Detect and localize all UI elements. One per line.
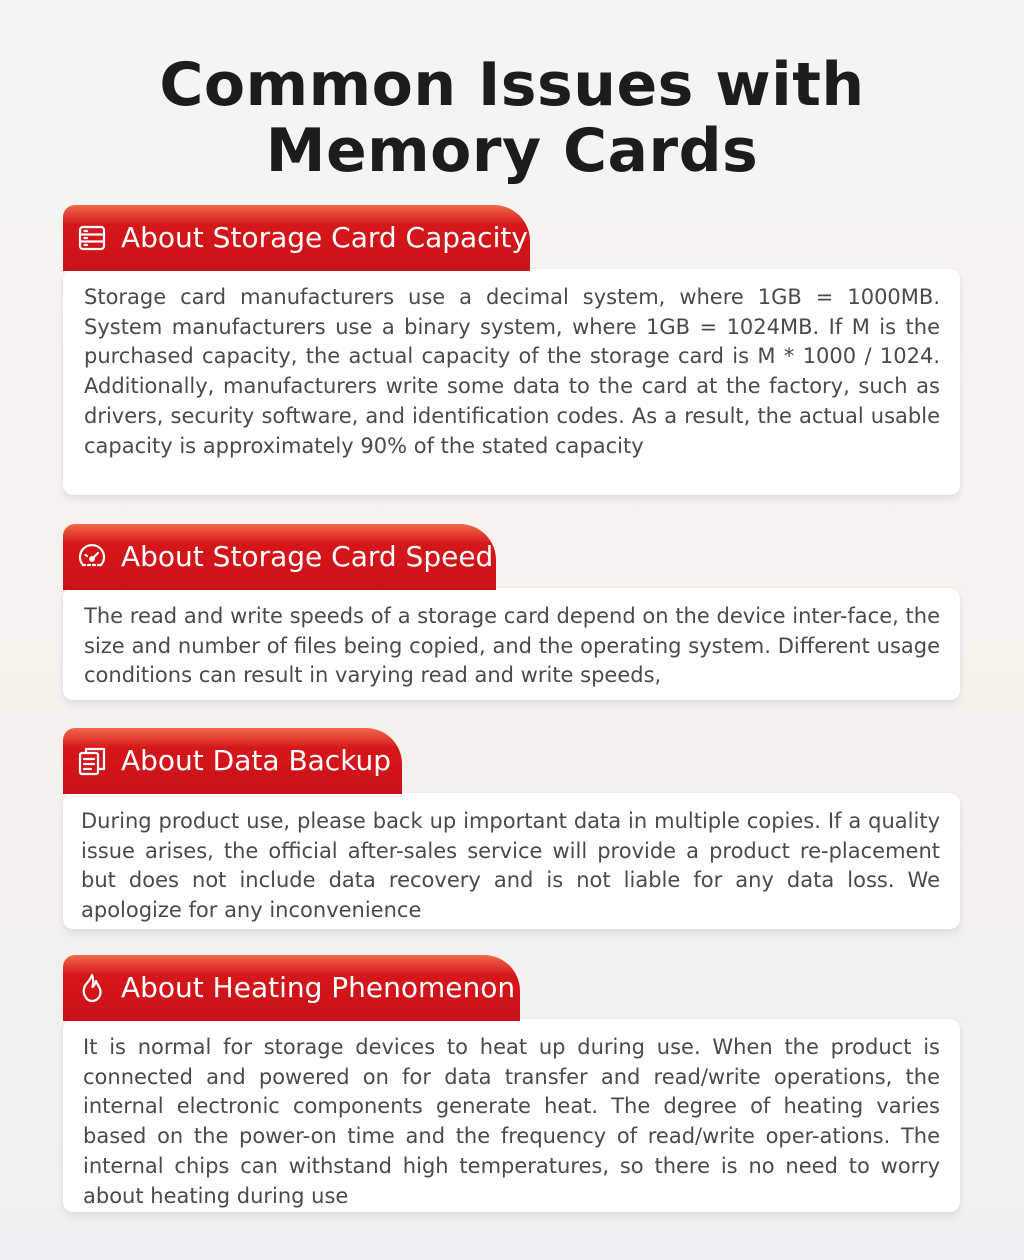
section-heading: About Heating Phenomenon [121, 971, 516, 1004]
section-card [63, 269, 960, 495]
section-header [63, 524, 496, 590]
section-body: It is normal for storage devices to heat up during use. When the product is connected and powered on for data transfer and read/write operations, the internal electronic components generate heat. The degree of heating varies based on the power-on time and the frequency of read/write oper-ations. The internal chips can withstand high temperatures, so there is no need to worry about heating during use [83, 1035, 940, 1208]
section-heating [63, 955, 960, 1212]
section-backup [63, 728, 960, 929]
section-heading: About Storage Card Capacity [121, 221, 528, 254]
document-copies-icon [77, 746, 107, 776]
speedometer-icon [77, 542, 107, 572]
page-title-line-2: Memory Cards [265, 116, 759, 186]
storage-list-icon [77, 223, 107, 253]
page-title-line-1: Common Issues with [159, 50, 865, 120]
page-title [0, 52, 1024, 184]
section-header [63, 728, 402, 794]
section-card [63, 793, 960, 929]
section-header [63, 205, 530, 271]
section-heading: About Storage Card Speed [121, 540, 494, 573]
section-heading: About Data Backup [121, 744, 392, 777]
section-capacity [63, 205, 960, 495]
section-card [63, 588, 960, 700]
section-body: Storage card manufacturers use a decimal system, where 1GB = 1000MB. System manufacturers use a binary system, where 1GB = 1024MB. If M is the purchased capacity, the actual capacity of the storage card is M * 1000 / 1024. Additionally, manufacturers write some data to the card at the factory, such as drivers, security software, and identification codes. As a result, the actual usable capacity is approximately 90% of the stated capacity [84, 285, 940, 458]
section-body: The read and write speeds of a storage card depend on the device inter-face, the size and number of files being copied, and the operating system. Different usage conditions can result in varying read and write speeds, [84, 604, 940, 688]
section-card [63, 1019, 960, 1212]
section-speed [63, 524, 960, 700]
flame-icon [77, 973, 107, 1003]
section-header [63, 955, 520, 1021]
section-body: During product use, please back up important data in multiple copies. If a quality issue arises, the official after-sales service will provide a product re-placement but does not include data recovery and is not liable for any data loss. We apologize for any inconvenience [81, 809, 940, 923]
